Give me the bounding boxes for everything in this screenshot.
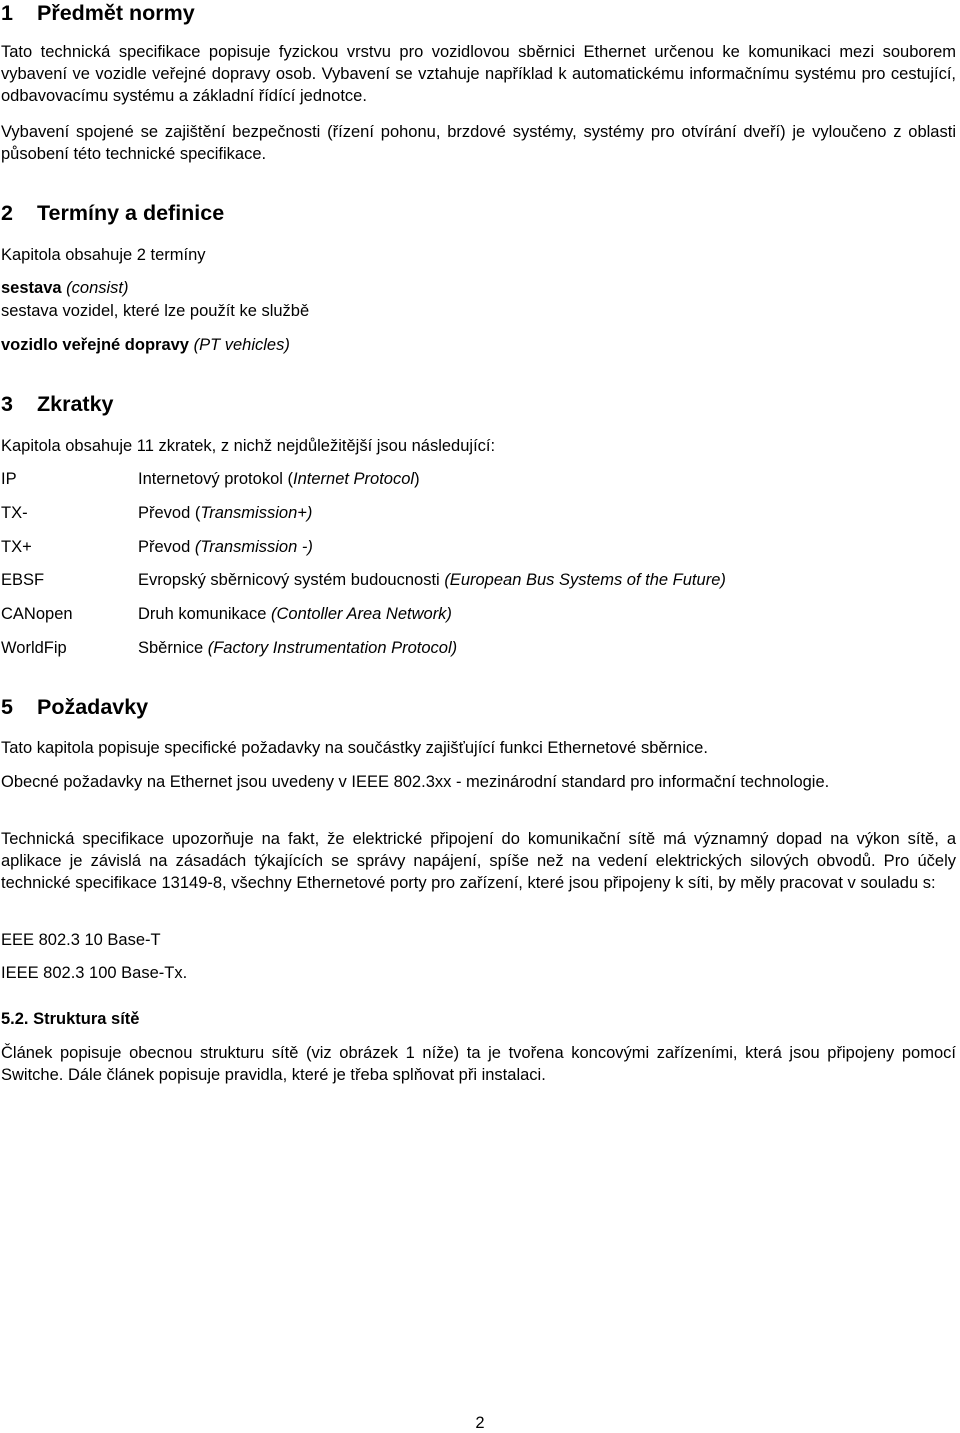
page-number: 2 [475,1414,485,1432]
abbreviation-description [138,536,313,558]
term-name: vozidlo veřejné dopravy [1,336,189,354]
abbreviation-code: EBSF [1,571,45,589]
section-5-paragraph-2: Obecné požadavky na Ethernet jsou uvedeny v IEEE 802.3xx - mezinárodní standard pro informační technologie. [1,773,830,791]
abbreviation-row [1,637,956,659]
abbreviation-row [1,536,956,558]
term-2 [1,334,956,356]
standard-line-2: IEEE 802.3 100 Base-Tx. [1,964,188,982]
section-number: 5 [1,695,13,719]
abbreviation-row [1,603,956,625]
description-english: (Factory Instrumentation Protocol) [207,639,458,657]
description-text: Internetový protokol ( [138,470,293,488]
section-3-heading [1,391,956,417]
abbreviation-description [138,569,726,591]
description-english: Internet Protocol [293,470,415,488]
section-3-intro: Kapitola obsahuje 11 zkratek, z nichž nejdůležitější jsou následující: [1,437,496,455]
section-5-paragraph-1: Tato kapitola popisuje specifické požadavky na součástky zajišťující funkci Ethernetové sběrnice. [1,739,708,757]
section-title: Požadavky [37,695,149,719]
term-english: (consist) [66,279,129,297]
abbreviation-description [138,468,420,490]
abbreviation-code: IP [1,470,17,488]
description-text: Převod [138,538,195,556]
section-number: 1 [1,1,13,25]
description-text: Evropský sběrnicový systém budoucnosti [138,571,445,589]
description-english: (Transmission -) [194,538,313,556]
section-1-paragraph-1: Tato technická specifikace popisuje fyzickou vrstvu pro vozidlovou sběrnici Ethernet určenou ke komunikaci mezi souborem vybavení ve vozidle veřejné dopravy osob. Vybavení se vztahuje například k automatickému informačnímu systému pro cestující, odbavovacímu systému a základní řídící jednotce. [1,43,956,105]
abbreviation-code: CANopen [1,605,73,623]
section-1-paragraph-2: Vybavení spojené se zajištění bezpečnosti (řízení pohonu, brzdové systémy, systémy pro otvírání dveří) je vyloučeno z oblasti působení této technické specifikace. [1,123,956,163]
section-5-heading [1,694,956,720]
abbreviation-description [138,502,312,524]
term-english: (PT vehicles) [193,336,290,354]
abbreviation-row [1,468,956,490]
description-text-end: ) [414,470,420,488]
section-2-intro: Kapitola obsahuje 2 termíny [1,246,206,264]
abbreviation-code: TX+ [1,538,32,556]
section-number: 3 [1,392,13,416]
abbreviation-description [138,637,457,659]
subsection-5-2-heading: 5.2. Struktura sítě [1,1010,140,1028]
term-name: sestava [1,279,62,297]
description-english: Transmission+) [200,504,313,522]
abbreviation-code: TX- [1,504,28,522]
abbreviation-row [1,569,956,591]
section-1-heading [1,0,956,26]
abbreviation-code: WorldFip [1,639,67,657]
section-title: Předmět normy [37,1,195,25]
description-text: Převod ( [138,504,201,522]
section-2-heading [1,200,956,226]
description-text: Sběrnice [138,639,208,657]
description-english: (Contoller Area Network) [270,605,452,623]
term-1-definition: sestava vozidel, které lze použít ke službě [1,302,310,320]
section-title: Termíny a definice [37,201,225,225]
description-text: Druh komunikace [138,605,271,623]
section-number: 2 [1,201,13,225]
abbreviation-row [1,502,956,524]
term-1 [1,277,956,299]
standard-line-1: EEE 802.3 10 Base-T [1,931,161,949]
description-english: (European Bus Systems of the Future) [444,571,726,589]
section-title: Zkratky [37,392,114,416]
subsection-5-2-paragraph: Článek popisuje obecnou strukturu sítě (viz obrázek 1 níže) ta je tvořena koncovými zařízeními, která jsou připojeny pomocí Switche. Dále článek popisuje pravidla, které je třeba splňovat při instalaci. [1,1044,956,1084]
abbreviation-description [138,603,452,625]
section-5-paragraph-3: Technická specifikace upozorňuje na fakt, že elektrické připojení do komunikační sítě má významný dopad na výkon sítě, a aplikace je závislá na zásadách týkajících se správy napájení, spíše než na vedení elektrických silových obvodů. Pro účely technické specifikace 13149-8, všechny Ethernetové porty pro zařízení, které jsou připojeny k síti, by měly pracovat v souladu s: [1,830,956,892]
